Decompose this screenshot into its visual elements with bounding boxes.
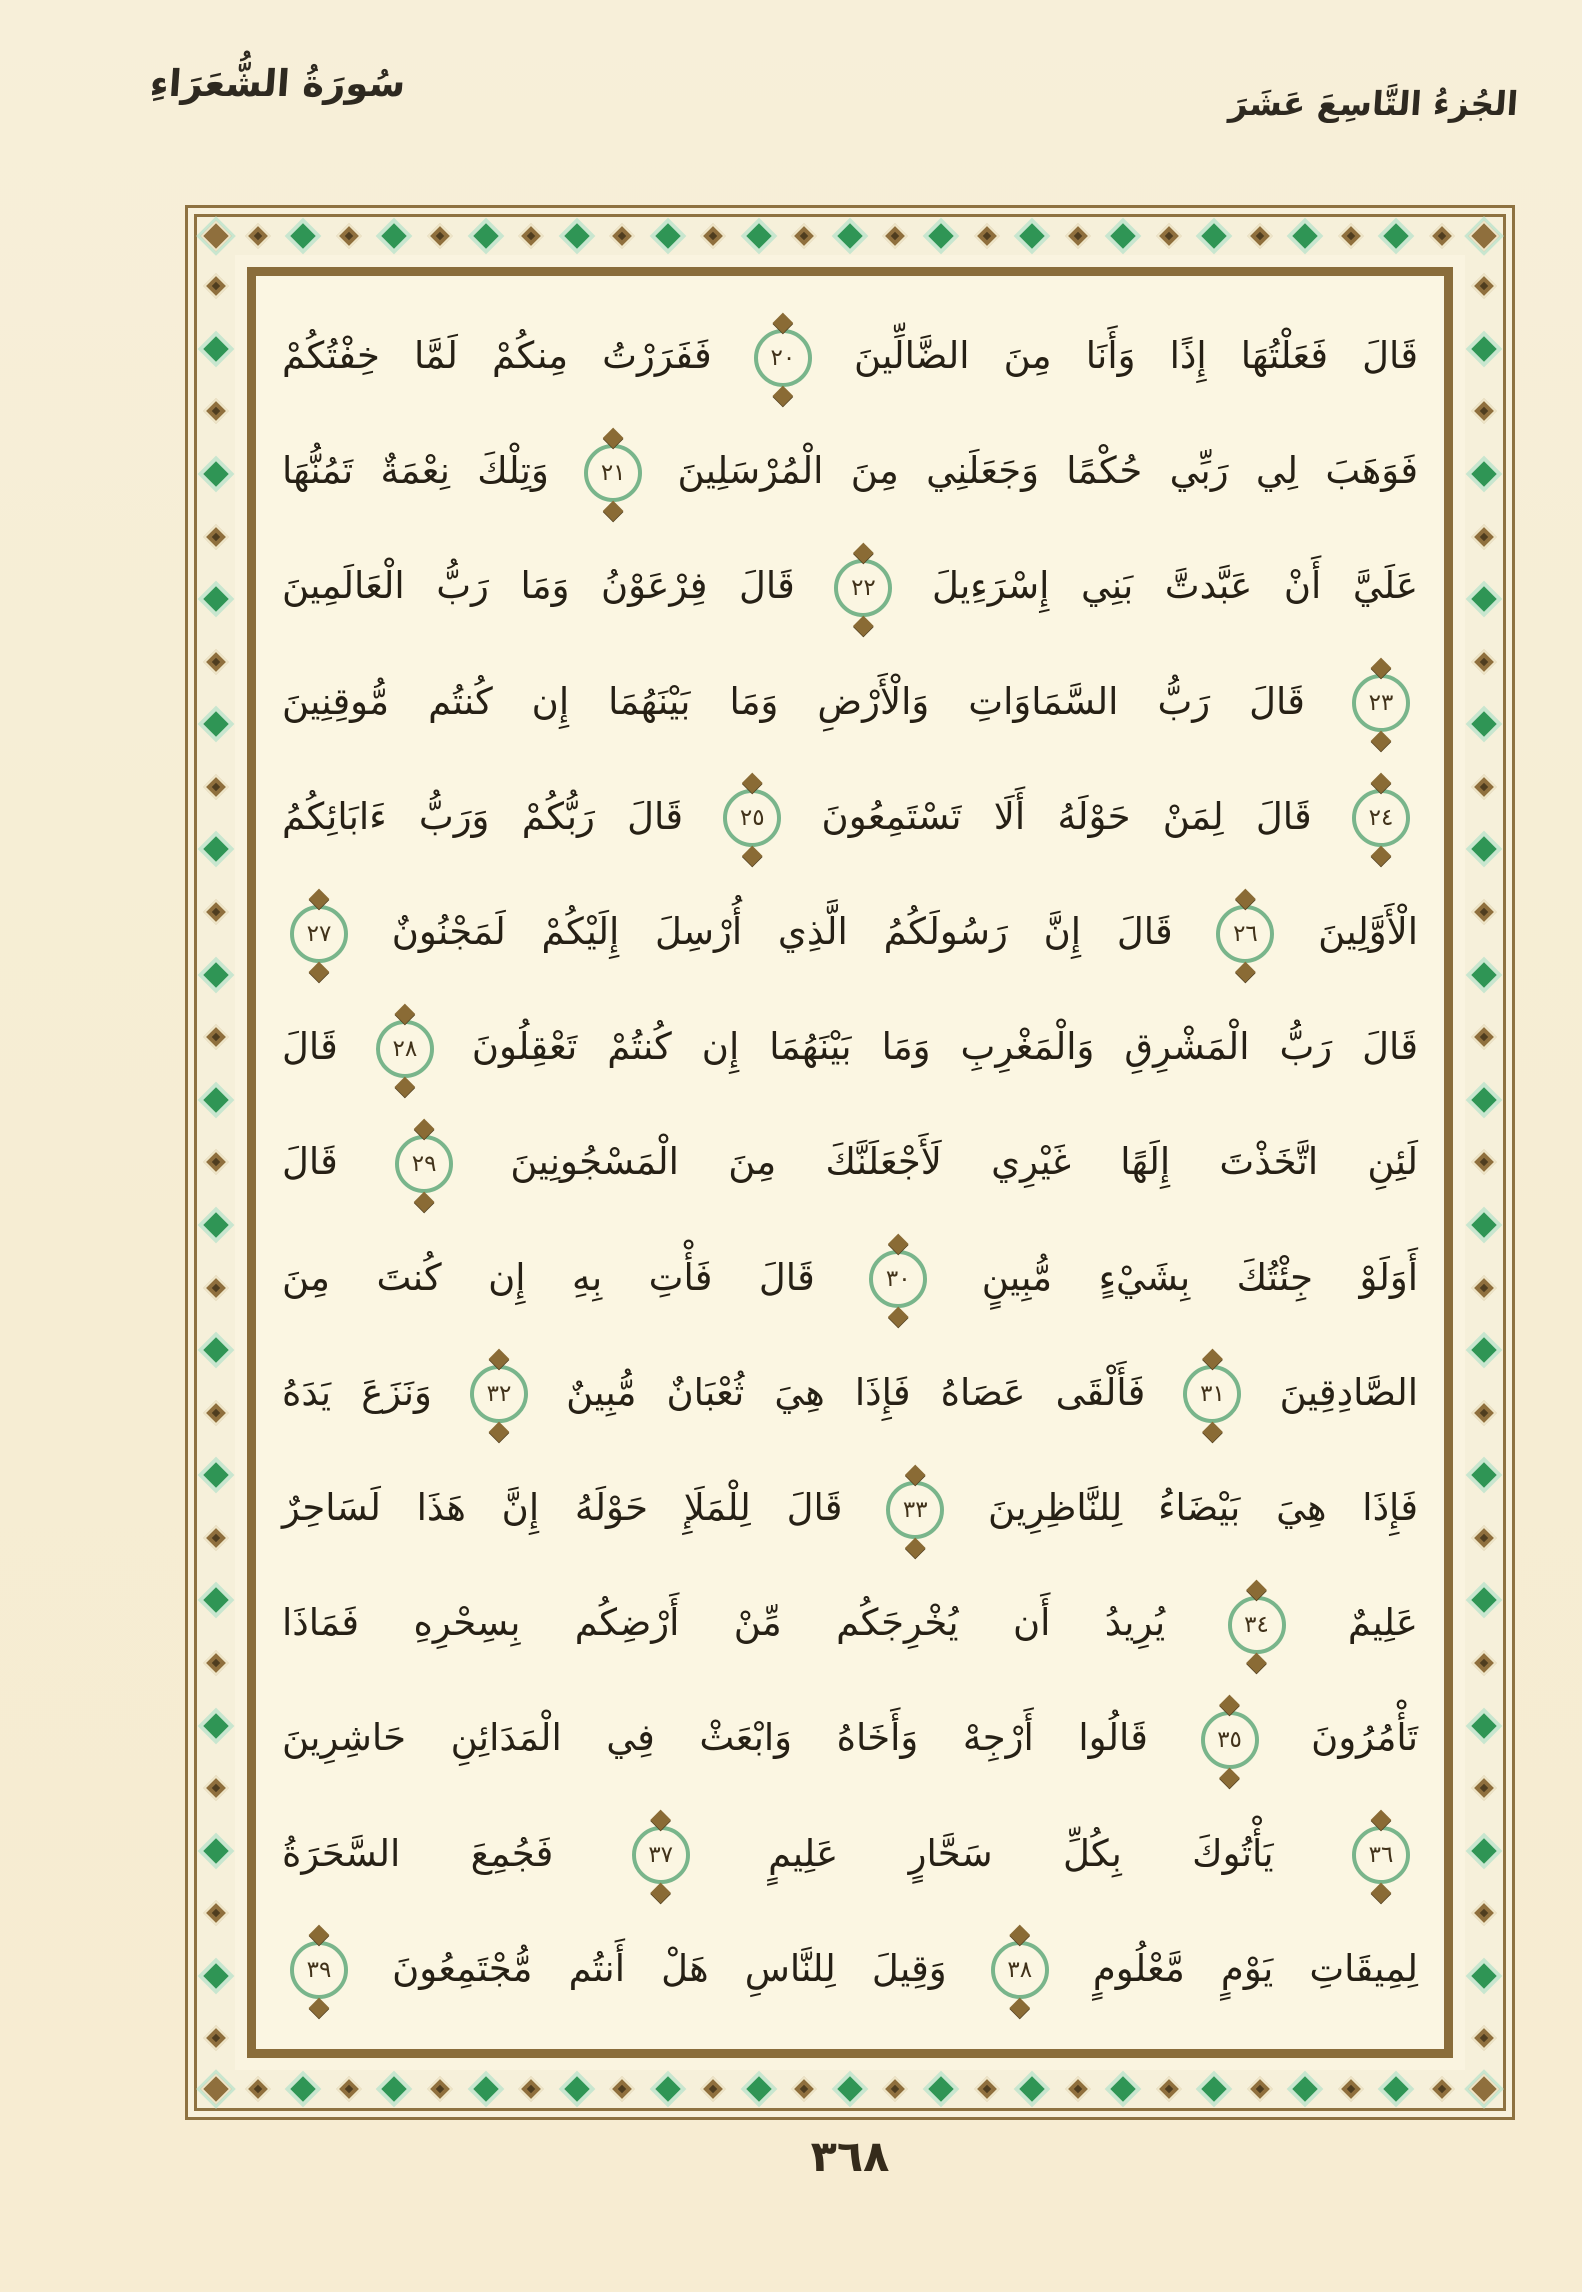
pattern-diamond <box>205 1026 227 1048</box>
pattern-diamond <box>205 338 227 360</box>
verse-text-segment: قَالَ رَبُّ الْمَشْرِقِ وَالْمَغْرِبِ وَمَا بَيْنَهُمَا إِن كُنتُمْ تَعْقِلُونَ <box>471 1025 1419 1069</box>
verse-text-segment: قَالَ إِنَّ رَسُولَكُمُ الَّذِي أُرْسِلَ إِلَيْكُمْ لَمَجْنُونٌ <box>391 910 1173 954</box>
pattern-diamond <box>1473 1715 1495 1737</box>
pattern-diamond <box>1473 1840 1495 1862</box>
verse-text-segment: قَالَ رَبُّ السَّمَاوَاتِ وَالْأَرْضِ وَمَا بَيْنَهُمَا إِن كُنتُم مُّوقِنِينَ <box>282 679 1305 723</box>
pattern-diamond <box>520 225 542 247</box>
quran-line-6 <box>282 876 1418 988</box>
verse-text-segment: وَتِلْكَ نِعْمَةٌ تَمُنُّهَا <box>282 449 549 493</box>
pattern-diamond <box>205 526 227 548</box>
verse-text-segment: فَأَلْقَى عَصَاهُ فَإِذَا هِيَ ثُعْبَانٌ مُّبِينٌ <box>566 1370 1146 1414</box>
quran-line-5 <box>282 761 1418 873</box>
pattern-diamond <box>1473 2027 1495 2049</box>
pattern-diamond <box>1473 713 1495 735</box>
pattern-diamond <box>1112 225 1134 247</box>
pattern-diamond <box>205 1214 227 1236</box>
pattern-diamond <box>205 1589 227 1611</box>
pattern-diamond <box>611 2078 633 2100</box>
aya-end-marker: ◆ ٣٩ ◆ <box>290 1941 348 1999</box>
pattern-diamond <box>1431 225 1453 247</box>
pattern-diamond <box>205 1339 227 1361</box>
verse-text-segment: قَالَ فِرْعَوْنُ وَمَا رَبُّ الْعَالَمِينَ <box>282 564 795 608</box>
verse-text-segment: الْأَوَّلِينَ <box>1318 910 1419 954</box>
verse-text-segment: فَوَهَبَ لِي رَبِّي حُكْمًا وَجَعَلَنِي مِنَ الْمُرْسَلِينَ <box>677 449 1419 493</box>
pattern-diamond <box>1112 2078 1134 2100</box>
pattern-diamond <box>1249 225 1271 247</box>
verse-text-segment: قَالَ فَأْتِ بِهِ إِن كُنتَ مِنَ <box>282 1255 815 1299</box>
aya-end-marker: ◆ ٣٠ ◆ <box>869 1250 927 1308</box>
pattern-diamond <box>205 776 227 798</box>
pattern-diamond <box>976 2078 998 2100</box>
border-pattern-band <box>194 214 1506 2111</box>
pattern-diamond <box>748 225 770 247</box>
pattern-diamond <box>793 2078 815 2100</box>
quran-line-11 <box>282 1452 1418 1564</box>
juz-header: الجُزءُ التَّاسِعَ عَشَرَ <box>1227 84 1520 123</box>
pattern-diamond <box>205 1089 227 1111</box>
quran-line-13 <box>282 1682 1418 1794</box>
pattern-diamond <box>1473 651 1495 673</box>
pattern-diamond <box>475 225 497 247</box>
pattern-diamond <box>205 901 227 923</box>
pattern-diamond <box>1473 1527 1495 1549</box>
pattern-diamond <box>205 1902 227 1924</box>
pattern-diamond <box>930 225 952 247</box>
aya-end-marker: ◆ ٢٥ ◆ <box>723 789 781 847</box>
pattern-diamond <box>1473 1277 1495 1299</box>
pattern-diamond <box>1473 588 1495 610</box>
pattern-diamond <box>1067 2078 1089 2100</box>
quran-line-2 <box>282 415 1418 527</box>
pattern-diamond <box>205 838 227 860</box>
pattern-diamond <box>205 588 227 610</box>
pattern-diamond <box>1473 1402 1495 1424</box>
pattern-diamond <box>1473 901 1495 923</box>
pattern-diamond <box>1473 1777 1495 1799</box>
aya-end-marker: ◆ ٢٦ ◆ <box>1216 905 1274 963</box>
pattern-diamond <box>338 225 360 247</box>
aya-end-marker: ◆ ٢٧ ◆ <box>290 905 348 963</box>
verse-text-segment: لَئِنِ اتَّخَذْتَ إِلَهًا غَيْرِي لَأَجْعَلَنَّكَ مِنَ الْمَسْجُونِينَ <box>510 1140 1419 1184</box>
quran-line-8 <box>282 1106 1418 1218</box>
pattern-diamond <box>1473 776 1495 798</box>
pattern-diamond <box>475 2078 497 2100</box>
pattern-diamond <box>205 1965 227 1987</box>
verse-text-segment: لِمِيقَاتِ يَوْمٍ مَّعْلُومٍ <box>1092 1946 1419 1990</box>
pattern-diamond <box>976 225 998 247</box>
pattern-diamond <box>1431 2078 1453 2100</box>
pattern-diamond <box>1473 1214 1495 1236</box>
pattern-diamond <box>1473 838 1495 860</box>
pattern-diamond <box>205 2027 227 2049</box>
pattern-diamond <box>1473 1151 1495 1173</box>
pattern-diamond <box>205 1652 227 1674</box>
pattern-diamond <box>292 225 314 247</box>
pattern-diamond <box>205 1715 227 1737</box>
corner-rosette-bottom-right <box>1465 2070 1503 2108</box>
pattern-diamond <box>205 1777 227 1799</box>
aya-end-marker: ◆ ٢٩ ◆ <box>395 1135 453 1193</box>
verse-text-segment: يَأْتُوكَ بِكُلِّ سَحَّارٍ عَلِيمٍ <box>768 1831 1274 1875</box>
pattern-diamond <box>1203 225 1225 247</box>
pattern-diamond <box>429 225 451 247</box>
aya-end-marker: ◆ ٢٣ ◆ <box>1352 674 1410 732</box>
pattern-diamond <box>1385 2078 1407 2100</box>
pattern-diamond <box>748 2078 770 2100</box>
pattern-diamond <box>566 2078 588 2100</box>
pattern-diamond <box>205 651 227 673</box>
aya-end-marker: ◆ ٢٤ ◆ <box>1352 789 1410 847</box>
pattern-diamond <box>205 1151 227 1173</box>
verse-text-segment: قَالَ <box>282 1025 338 1069</box>
pattern-diamond <box>1473 463 1495 485</box>
pattern-diamond <box>611 225 633 247</box>
pattern-diamond <box>1473 1089 1495 1111</box>
border-band-right <box>1465 255 1503 2070</box>
pattern-diamond <box>1385 225 1407 247</box>
pattern-diamond <box>1021 225 1043 247</box>
pattern-diamond <box>292 2078 314 2100</box>
pattern-diamond <box>205 1277 227 1299</box>
corner-rosette-top-right <box>1465 217 1503 255</box>
corner-rosette-bottom-left <box>197 2070 235 2108</box>
pattern-diamond <box>1249 2078 1271 2100</box>
aya-end-marker: ◆ ٣٦ ◆ <box>1352 1826 1410 1884</box>
page-number: ٣٦٨ <box>810 2132 890 2182</box>
pattern-diamond <box>205 1464 227 1486</box>
pattern-diamond <box>383 2078 405 2100</box>
pattern-diamond <box>1203 2078 1225 2100</box>
pattern-diamond <box>657 2078 679 2100</box>
pattern-diamond <box>1473 1464 1495 1486</box>
aya-end-marker: ◆ ٢٢ ◆ <box>834 559 892 617</box>
inner-rule-area <box>235 255 1465 2070</box>
border-band-left <box>197 255 235 2070</box>
verse-text-segment: فَفَرَرْتُ مِنكُمْ لَمَّا خِفْتُكُمْ <box>282 334 712 377</box>
pattern-diamond <box>1473 526 1495 548</box>
verse-text-segment: وَقِيلَ لِلنَّاسِ هَلْ أَنتُم مُّجْتَمِعُونَ <box>392 1946 947 1990</box>
pattern-diamond <box>1473 1339 1495 1361</box>
pattern-diamond <box>1473 400 1495 422</box>
pattern-diamond <box>1340 225 1362 247</box>
pattern-diamond <box>930 2078 952 2100</box>
pattern-diamond <box>1294 2078 1316 2100</box>
pattern-diamond <box>702 225 724 247</box>
verse-text-segment: قَالَ فَعَلْتُهَا إِذًا وَأَنَا مِنَ الضَّالِّينَ <box>853 334 1419 377</box>
quran-line-12 <box>282 1567 1418 1679</box>
pattern-diamond <box>520 2078 542 2100</box>
pattern-diamond <box>884 2078 906 2100</box>
pattern-diamond <box>1473 1026 1495 1048</box>
pattern-diamond <box>205 1402 227 1424</box>
pattern-diamond <box>1473 338 1495 360</box>
quran-line-3 <box>282 530 1418 642</box>
pattern-diamond <box>1021 2078 1043 2100</box>
pattern-diamond <box>657 225 679 247</box>
pattern-diamond <box>205 713 227 735</box>
aya-end-marker: ◆ ٣٥ ◆ <box>1201 1711 1259 1769</box>
verse-text-segment: الصَّادِقِينَ <box>1279 1370 1419 1414</box>
pattern-diamond <box>793 225 815 247</box>
pattern-diamond <box>247 2078 269 2100</box>
pattern-diamond <box>247 225 269 247</box>
pattern-diamond <box>1473 1965 1495 1987</box>
aya-end-marker: ◆ ٣٣ ◆ <box>886 1481 944 1539</box>
verse-text-segment: قَالُوا أَرْجِهْ وَأَخَاهُ وَابْعَثْ فِي الْمَدَائِنِ حَاشِرِينَ <box>282 1716 1148 1760</box>
pattern-diamond <box>1473 964 1495 986</box>
pattern-diamond <box>1294 225 1316 247</box>
pattern-diamond <box>1473 1589 1495 1611</box>
verse-text-segment: عَلِيمٌ <box>1347 1601 1418 1645</box>
pattern-diamond <box>205 964 227 986</box>
quran-line-1 <box>282 300 1418 412</box>
pattern-diamond <box>1067 225 1089 247</box>
pattern-diamond <box>205 463 227 485</box>
pattern-diamond <box>205 1840 227 1862</box>
surah-name-header: سُورَةُ الشُّعَرَاءِ <box>148 62 407 105</box>
verse-text-segment: قَالَ <box>282 1140 338 1184</box>
verse-text-segment: وَنَزَعَ يَدَهُ <box>282 1370 432 1414</box>
verse-text-segment: قَالَ لِمَنْ حَوْلَهُ أَلَا تَسْتَمِعُونَ <box>821 794 1312 838</box>
pattern-diamond <box>205 1527 227 1549</box>
pattern-diamond <box>1473 1652 1495 1674</box>
pattern-diamond <box>205 275 227 297</box>
verse-text-segment: تَأْمُرُونَ <box>1311 1716 1418 1760</box>
pattern-diamond <box>702 2078 724 2100</box>
border-band-bottom <box>235 2070 1465 2108</box>
aya-end-marker: ◆ ٢٠ ◆ <box>754 329 812 387</box>
pattern-diamond <box>338 2078 360 2100</box>
quran-line-9 <box>282 1222 1418 1334</box>
quran-line-14 <box>282 1798 1418 1910</box>
aya-end-marker: ◆ ٣٤ ◆ <box>1228 1596 1286 1654</box>
quran-line-10 <box>282 1337 1418 1449</box>
verse-text-segment: قَالَ لِلْمَلَإِ حَوْلَهُ إِنَّ هَذَا لَسَاحِرٌ <box>282 1486 843 1530</box>
quran-line-7 <box>282 991 1418 1103</box>
aya-end-marker: ◆ ٣٢ ◆ <box>470 1365 528 1423</box>
aya-end-marker: ◆ ٢١ ◆ <box>584 444 642 502</box>
verse-text-segment: فَإِذَا هِيَ بَيْضَاءُ لِلنَّاظِرِينَ <box>988 1486 1419 1530</box>
pattern-diamond <box>1473 1902 1495 1924</box>
verse-text-segment: فَجُمِعَ السَّحَرَةُ <box>282 1831 554 1875</box>
quran-line-4 <box>282 646 1418 758</box>
border-band-top <box>235 217 1465 255</box>
pattern-diamond <box>884 225 906 247</box>
quran-line-15 <box>282 1913 1418 2025</box>
aya-end-marker: ◆ ٣١ ◆ <box>1183 1365 1241 1423</box>
page-frame <box>185 205 1515 2120</box>
aya-end-marker: ◆ ٣٨ ◆ <box>991 1941 1049 1999</box>
pattern-diamond <box>383 225 405 247</box>
verse-text-segment: أَوَلَوْ جِئْتُكَ بِشَيْءٍ مُّبِينٍ <box>981 1255 1419 1299</box>
pattern-diamond <box>429 2078 451 2100</box>
pattern-diamond <box>205 400 227 422</box>
verse-text-segment: قَالَ رَبُّكُمْ وَرَبُّ ءَابَائِكُمُ <box>282 794 684 838</box>
pattern-diamond <box>839 225 861 247</box>
aya-end-marker: ◆ ٣٧ ◆ <box>632 1826 690 1884</box>
pattern-diamond <box>839 2078 861 2100</box>
pattern-diamond <box>566 225 588 247</box>
quran-text-area <box>247 267 1453 2058</box>
verse-text-segment: يُرِيدُ أَن يُخْرِجَكُم مِّنْ أَرْضِكُم بِسِحْرِهِ فَمَاذَا <box>282 1601 1166 1645</box>
pattern-diamond <box>1158 225 1180 247</box>
corner-rosette-top-left <box>197 217 235 255</box>
aya-end-marker: ◆ ٢٨ ◆ <box>376 1020 434 1078</box>
pattern-diamond <box>1340 2078 1362 2100</box>
pattern-diamond <box>1158 2078 1180 2100</box>
verse-text-segment: عَلَيَّ أَنْ عَبَّدتَّ بَنِي إِسْرَءِيلَ <box>931 564 1419 608</box>
pattern-diamond <box>1473 275 1495 297</box>
